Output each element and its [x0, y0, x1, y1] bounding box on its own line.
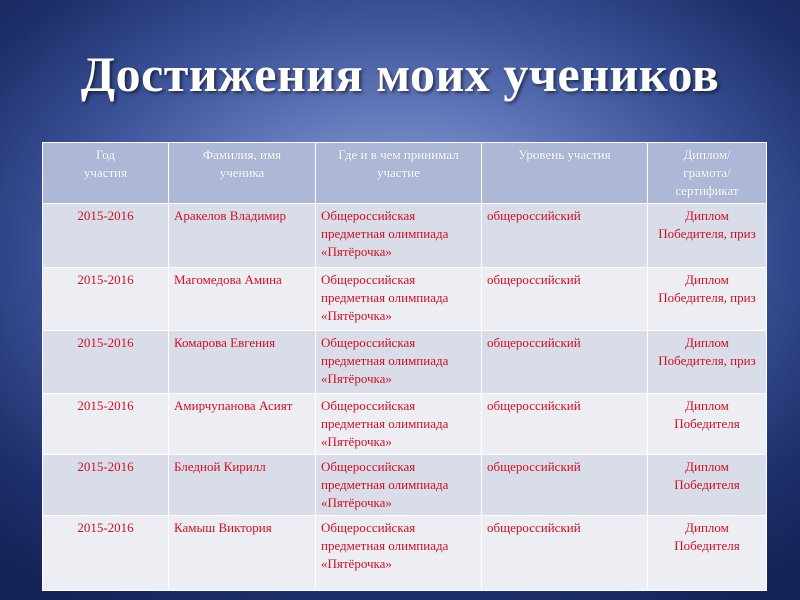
- table-row: [43, 516, 767, 591]
- cell-year: 2015-2016: [43, 455, 169, 516]
- cell-event: Общероссийская предметная олимпиада «Пятёрочка»: [316, 516, 482, 591]
- cell-diploma: Диплом Победителя: [648, 455, 767, 516]
- header-year-line-1: Год: [95, 147, 116, 162]
- cell-diploma: Диплом Победителя, приз: [648, 204, 767, 268]
- cell-level: общероссийский: [482, 331, 648, 394]
- cell-level: общероссийский: [482, 455, 648, 516]
- cell-event: Общероссийская предметная олимпиада «Пятёрочка»: [316, 455, 482, 516]
- table-header: [43, 143, 767, 204]
- header-year-line-2: участия: [83, 165, 128, 180]
- cell-diploma: Диплом Победителя, приз: [648, 331, 767, 394]
- header-diploma-line-1: Диплом/: [683, 147, 731, 162]
- cell-event: Общероссийская предметная олимпиада «Пятёрочка»: [316, 204, 482, 268]
- header-level: Уровень участия: [482, 143, 648, 204]
- cell-name: Аракелов Владимир: [169, 204, 316, 268]
- header-name-line-2: ученика: [219, 165, 265, 180]
- cell-event: Общероссийская предметная олимпиада «Пятёрочка»: [316, 268, 482, 331]
- header-event-line-2: участие: [377, 165, 420, 180]
- header-diploma: [648, 143, 767, 204]
- cell-level: общероссийский: [482, 268, 648, 331]
- table-row: [43, 331, 767, 394]
- table-row: [43, 394, 767, 455]
- cell-name: Амирчупанова Асият: [169, 394, 316, 455]
- table-row: [43, 455, 767, 516]
- cell-name: Бледной Кирилл: [169, 455, 316, 516]
- table-row: [43, 268, 767, 331]
- header-year: [43, 143, 169, 204]
- page-title: Достижения моих учеников: [80, 46, 720, 102]
- cell-level: общероссийский: [482, 394, 648, 455]
- cell-name: Магомедова Амина: [169, 268, 316, 331]
- cell-name: Комарова Евгения: [169, 331, 316, 394]
- header-name-line-1: Фамилия, имя: [202, 147, 282, 162]
- header-diploma-line-3: сертификат: [675, 183, 739, 198]
- cell-name: Камыш Виктория: [169, 516, 316, 591]
- cell-year: 2015-2016: [43, 331, 169, 394]
- cell-year: 2015-2016: [43, 204, 169, 268]
- achievements-table: [42, 142, 767, 591]
- cell-event: Общероссийская предметная олимпиада «Пятёрочка»: [316, 331, 482, 394]
- header-name: [169, 143, 316, 204]
- cell-level: общероссийский: [482, 516, 648, 591]
- table-row: [43, 204, 767, 268]
- cell-diploma: Диплом Победителя: [648, 394, 767, 455]
- cell-year: 2015-2016: [43, 516, 169, 591]
- cell-level: общероссийский: [482, 204, 648, 268]
- header-row: [43, 143, 767, 204]
- table-body: [43, 204, 767, 591]
- cell-diploma: Диплом Победителя: [648, 516, 767, 591]
- header-diploma-line-2: грамота/: [683, 165, 731, 180]
- cell-year: 2015-2016: [43, 268, 169, 331]
- cell-diploma: Диплом Победителя, приз: [648, 268, 767, 331]
- header-event-line-1: Где и в чем принимал: [338, 147, 459, 162]
- cell-event: Общероссийская предметная олимпиада «Пятёрочка»: [316, 394, 482, 455]
- header-event: [316, 143, 482, 204]
- cell-year: 2015-2016: [43, 394, 169, 455]
